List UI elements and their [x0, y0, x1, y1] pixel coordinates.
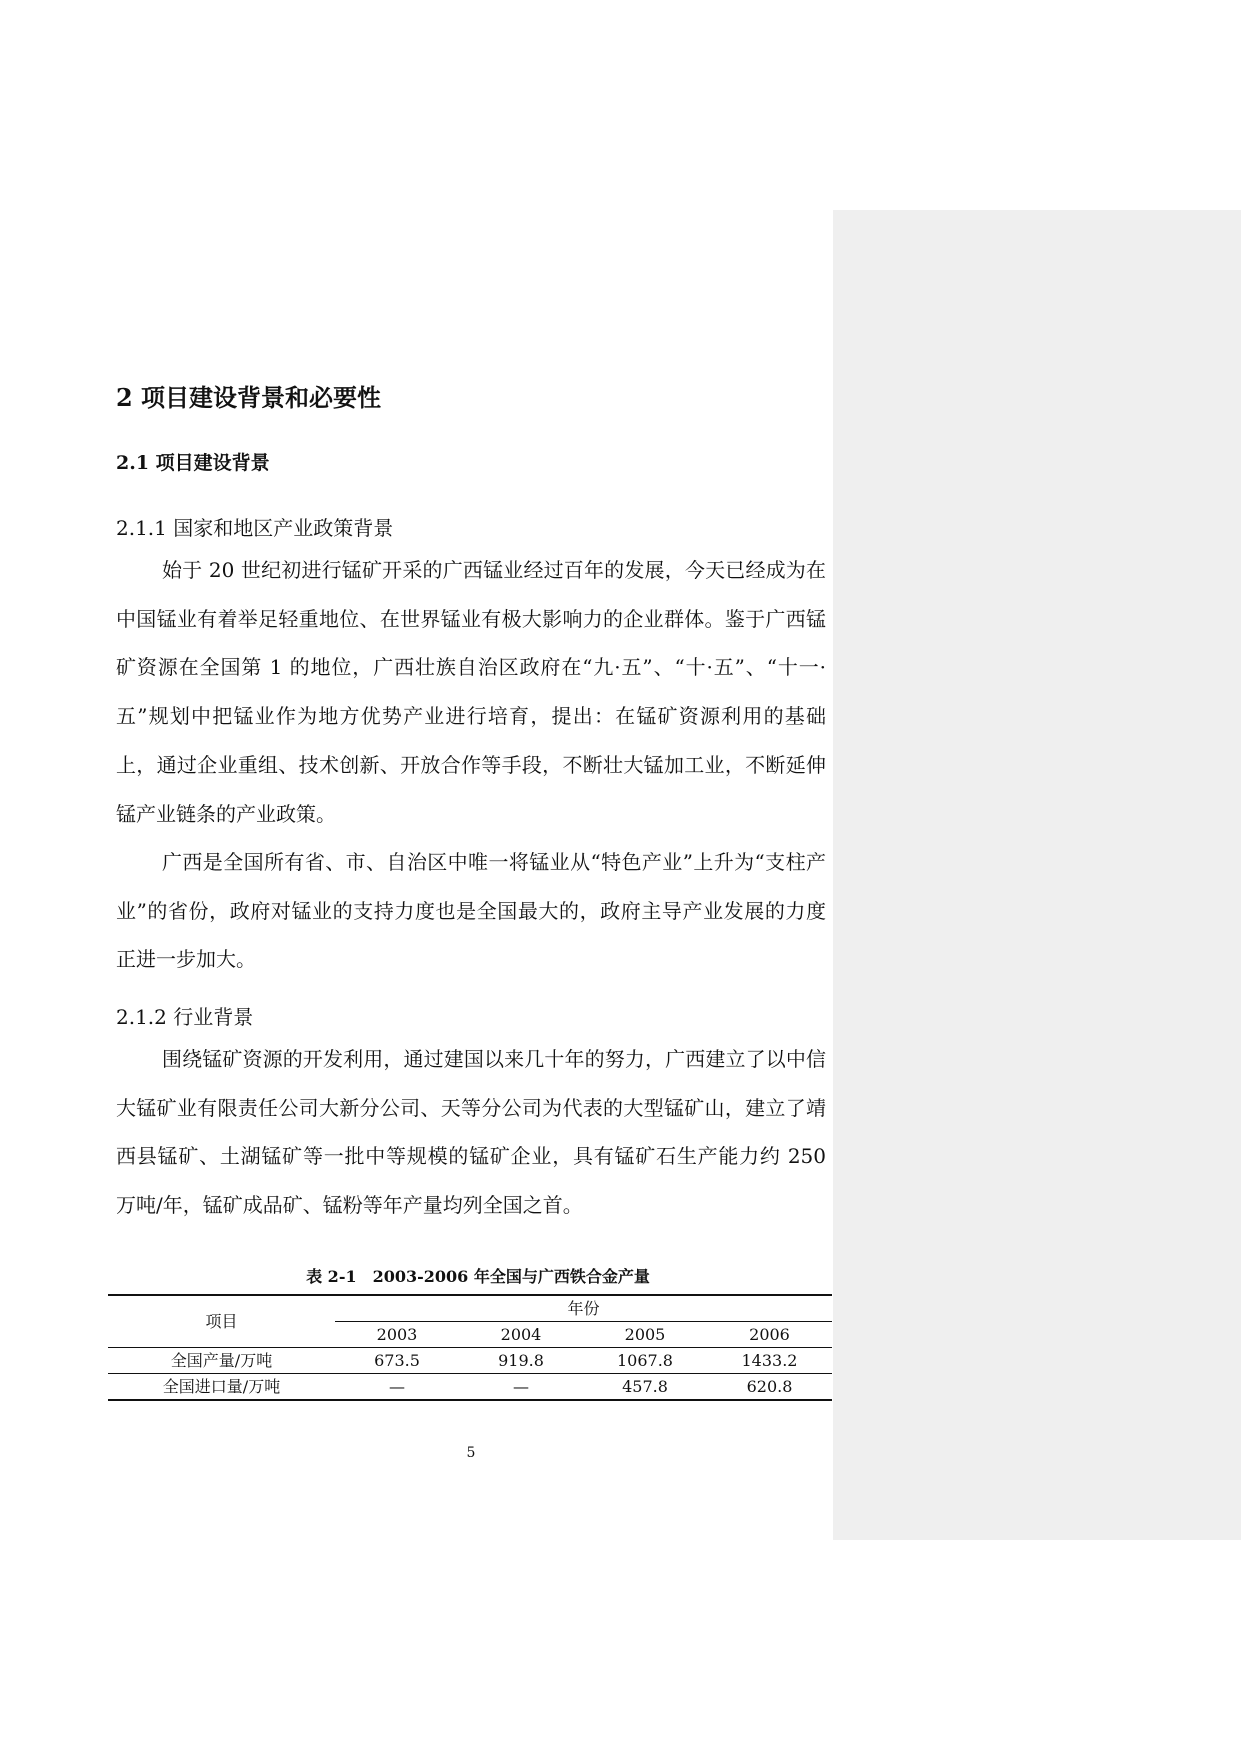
table-header-year: 2005	[583, 1322, 707, 1348]
table-header-year: 2006	[707, 1322, 832, 1348]
table-row-label: 全国进口量/万吨	[108, 1374, 335, 1401]
chapter-heading: 2 项目建设背景和必要性	[116, 383, 382, 412]
subsection-heading-policy: 2.1.1 国家和地区产业政策背景	[116, 516, 394, 540]
paragraph: 广西是全国所有省、市、自治区中唯一将锰业从“特色产业”上升为“支柱产业”的省份，政府对锰业的支持力度也是全国最大的，政府主导产业发展的力度正进一步加大。	[116, 850, 826, 972]
table-row-label: 全国产量/万吨	[108, 1348, 335, 1374]
table-row	[108, 1348, 832, 1374]
table-cell: 1433.2	[707, 1348, 832, 1374]
paragraph: 始于 20 世纪初进行锰矿开采的广西锰业经过百年的发展，今天已经成为在中国锰业有着举足轻重地位、在世界锰业有极大影响力的企业群体。鉴于广西锰矿资源在全国第 1 的地位，广西壮族自治区政府在“九·五”、“十·五”、“十一·五”规划中把锰业作为地方优势产业进行培育，提出：在锰矿资源利用的基础上，通过企业重组、技术创新、开放合作等手段，不断壮大锰加工业，不断延伸锰产业链条的产业政策。	[116, 558, 826, 826]
table-header-year: 2004	[459, 1322, 583, 1348]
subsection-heading-industry: 2.1.2 行业背景	[116, 1005, 254, 1029]
table-caption: 表 2-1 2003-2006 年全国与广西铁合金产量	[306, 1267, 650, 1286]
table-cell: 673.5	[335, 1348, 459, 1374]
table-header-year: 2003	[335, 1322, 459, 1348]
table-cell: 919.8	[459, 1348, 583, 1374]
table-cell: 457.8	[583, 1374, 707, 1401]
comment-margin-pane	[833, 210, 1241, 1540]
production-table	[108, 1294, 832, 1401]
table-cell: 1067.8	[583, 1348, 707, 1374]
table-cell: —	[335, 1374, 459, 1401]
paragraph: 围绕锰矿资源的开发利用，通过建国以来几十年的努力，广西建立了以中信大锰矿业有限责任公司大新分公司、天等分公司为代表的大型锰矿山，建立了靖西县锰矿、土湖锰矿等一批中等规模的锰矿企业，具有锰矿石生产能力约 250 万吨/年，锰矿成品矿、锰粉等年产量均列全国之首。	[116, 1047, 826, 1218]
table-row	[108, 1374, 832, 1401]
table-cell: —	[459, 1374, 583, 1401]
table-header-year-group: 年份	[335, 1295, 832, 1322]
page-number: 5	[466, 1445, 476, 1461]
table-header-item: 项目	[108, 1295, 335, 1348]
table-cell: 620.8	[707, 1374, 832, 1401]
section-heading: 2.1 项目建设背景	[116, 452, 270, 474]
